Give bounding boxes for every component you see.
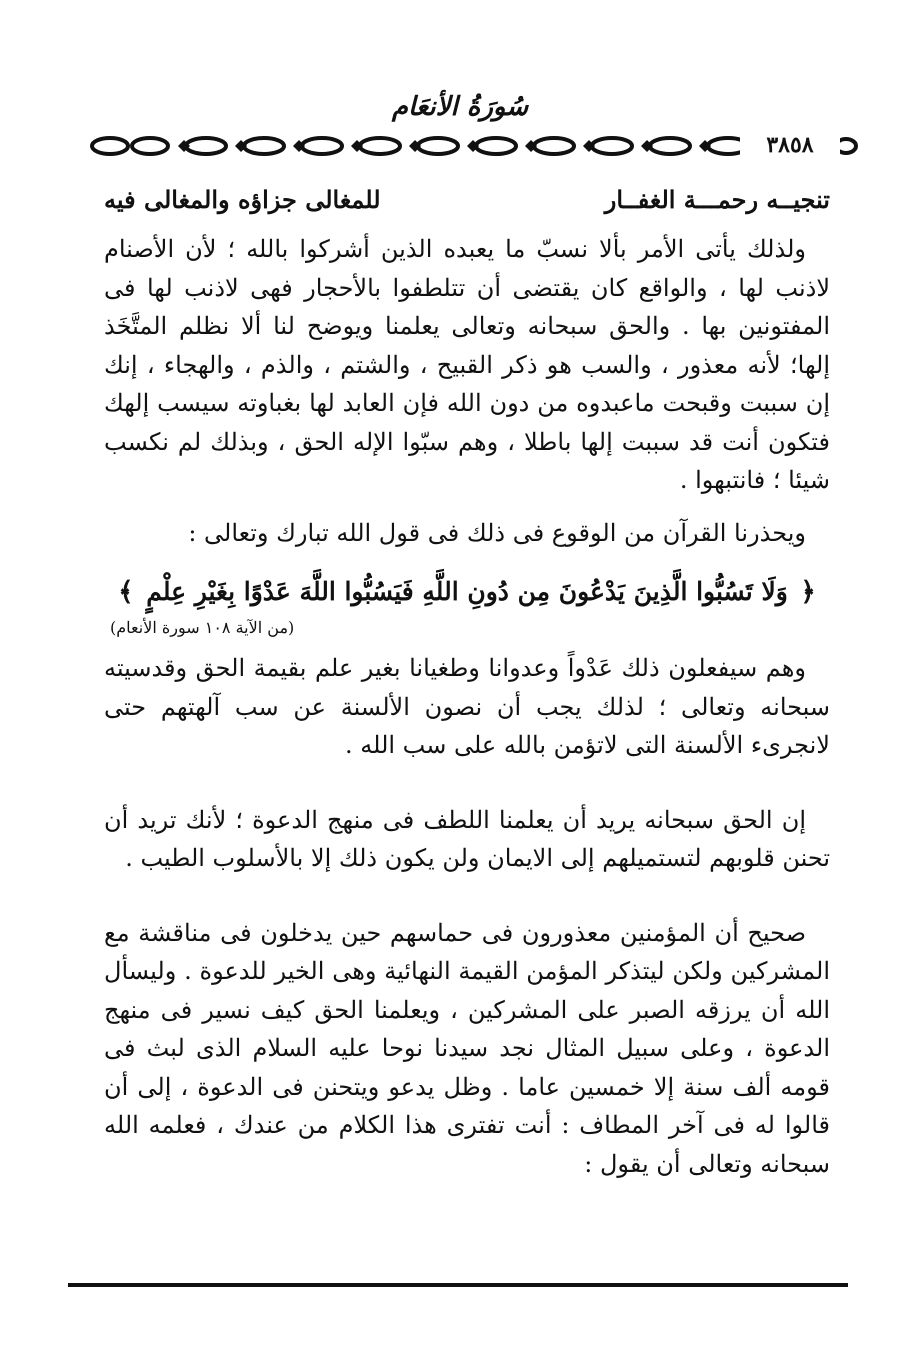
paragraph-2: ويحذرنا القرآن من الوقوع فى ذلك فى قول الله تبارك وتعالى : bbox=[188, 518, 806, 547]
quran-reference bbox=[104, 618, 830, 637]
paragraph-3: وهم سيفعلون ذلك عَدْواً وعدوانا وطغيانا بغير علم بقيمة الحق وقدسيته سبحانه وتعالى ؛ لذلك يجب أن نصون الألسنة عن سب آلهتهم حتى لانجرىء الألسنة التى لاتؤمن بالله على سب الله . bbox=[104, 654, 831, 759]
bottom-rule bbox=[68, 1283, 848, 1287]
paragraph-1: ولذلك يأتى الأمر بألا نسبّ ما يعبده الذين أشركوا بالله ؛ لأن الأصنام لاذنب لها ، والواقع كان يقتضى أن تتلطفوا بالأحجار فهى لاذنب لها فى المفتونين بها . والحق سبحانه وتعالى يعلمنا ويوضح لنا ألا نظلم المتَّخَذ إلها؛ لأنه معذور ، والسب هو ذكر القبيح ، والشتم ، والذم ، والهجاء ، إنك إن سببت وقبحت ماعبدوه من دون الله فإن العابد لها بغباوته سيسب إلهك فتكون أنت قد سببت إلها باطلا ، وهم سبّوا الإله الحق ، وبذلك لم نكسب شيئا ؛ فانتبهوا . bbox=[104, 235, 830, 494]
quran-close-bracket: ﴾ bbox=[118, 577, 134, 607]
verse-hemistich-right: للمغالى جزاؤه والمغالى فيه bbox=[104, 185, 381, 214]
quran-open-bracket: ﴿ bbox=[800, 577, 816, 607]
verse-hemistich-left: تنجيــه رحمـــة الغفــار bbox=[604, 185, 830, 214]
page-body bbox=[104, 178, 830, 1183]
poetry-verse bbox=[104, 178, 830, 222]
paragraph-5: صحيح أن المؤمنين معذورون فى حماسهم حين يدخلون فى مناقشة مع المشركين ولكن ليتذكر المؤمن القيمة النهائية وهى الخير للدعوة . وليسأل الله أن يرزقه الصبر على المشركين ، ويعلمنا الحق كيف نسير فى منهج الدعوة ، وعلى سبيل المثال نجد سيدنا نوحا عليه السلام الذى لبث فى قومه ألف سنة إلا خمسين عاما . وظل يدعو ويتحنن فى الدعوة ، إلى أن قالوا له فى آخر المطاف : أنت تفترى هذا الكلام من عندك ، فعلمه الله سبحانه وتعالى أن يقول : bbox=[104, 918, 831, 1178]
quran-reference-text: (من الآية ١٠٨ سورة الأنعام) bbox=[110, 618, 295, 637]
paragraph-4: إن الحق سبحانه يريد أن يعلمنا اللطف فى منهج الدعوة ؛ لأنك تريد أن تحنن قلوبهم لتستميلهم إلى الايمان ولن يكون ذلك إلا بالأسلوب الطيب . bbox=[104, 805, 830, 872]
page-number: ٣٨٥٨ bbox=[740, 128, 840, 162]
quran-verse bbox=[104, 572, 830, 612]
quran-verse-text: وَلَا تَسُبُّوا الَّذِينَ يَدْعُونَ مِن دُونِ اللَّهِ فَيَسُبُّوا اللَّهَ عَدْوًا بِغَيْرِ عِلْمٍ bbox=[146, 577, 788, 606]
surah-title: سُورَةُ الأنعَام bbox=[391, 92, 529, 122]
